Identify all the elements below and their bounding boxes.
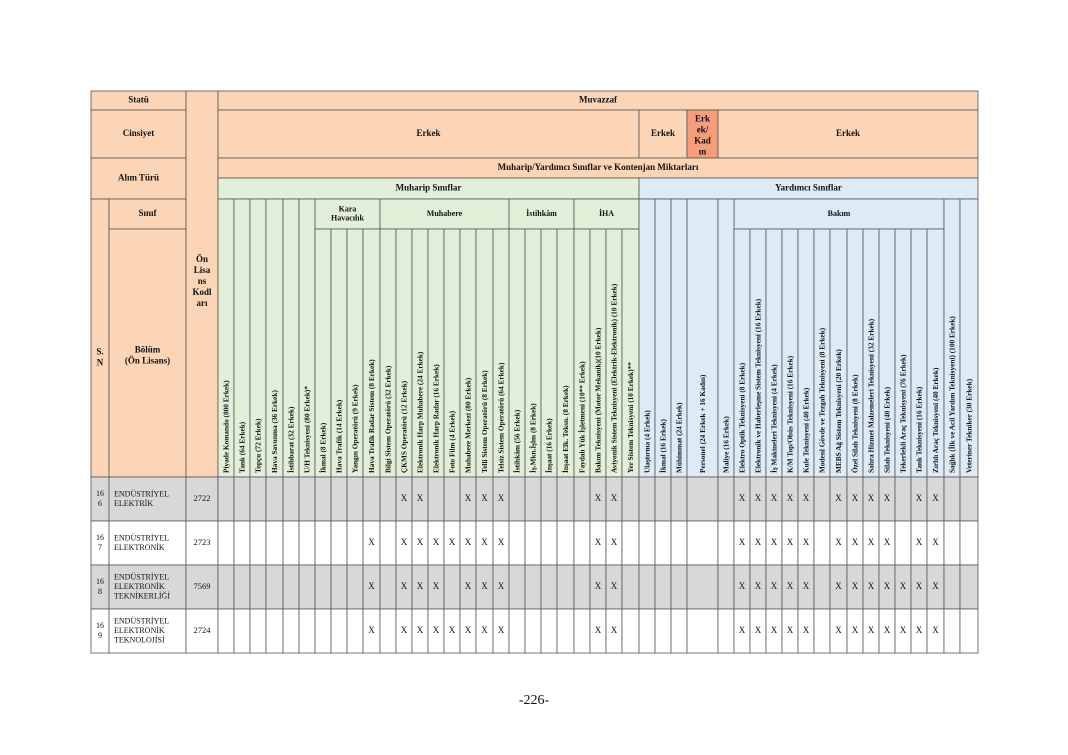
table-cell (557, 477, 574, 521)
column-header: MEBS Ağ Sistem Teknisyeni (20 Erkek) (834, 349, 844, 473)
table-cell (574, 609, 590, 653)
mark-x: X (594, 493, 602, 504)
table-cell (315, 521, 331, 565)
table-cell (315, 565, 331, 609)
row-kod: 7569 (193, 580, 211, 591)
mark-x: X (770, 493, 778, 504)
mark-x: X (400, 493, 408, 504)
cinsiyet-erkek: Erkek (835, 128, 861, 139)
group-label: Muhabere (426, 208, 463, 218)
table-cell (283, 521, 299, 565)
table-cell (622, 609, 639, 653)
mark-x: X (738, 581, 746, 592)
column-header: Muhabere Merkezi (80 Erkek) (463, 377, 473, 473)
mark-x: X (416, 581, 424, 592)
column-header: Kule Teknisyeni (40 Erkek) (801, 387, 811, 473)
row-bolum: ENDÜSTRİYEL ELEKTRONİK TEKNİKERLİĞİ (114, 572, 170, 601)
mark-x: X (416, 537, 424, 548)
column-header: Telsiz Sistem Operatörü (64 Erkek) (496, 362, 506, 473)
table-cell (687, 609, 718, 653)
table-cell (814, 609, 830, 653)
table-cell (234, 565, 250, 609)
statu-label: Statü (128, 94, 149, 105)
group-label: İstihkâm (526, 208, 557, 218)
cinsiyet-erkek-kadin: Erk ek/ Kad ın (694, 113, 711, 157)
column-header: Hava Savunma (36 Erkek) (270, 390, 280, 473)
mark-x: X (368, 581, 375, 592)
mark-x: X (464, 625, 472, 636)
cinsiyet-erkek: Erkek (416, 128, 441, 139)
table-cell (266, 477, 283, 521)
table-cell (299, 609, 315, 653)
column-header: Elektronik ve Haberleşme Sistem Teknisyeni (16 Erkek) (753, 298, 763, 473)
table-cell (509, 521, 525, 565)
table-cell (557, 609, 574, 653)
table-cell (639, 477, 655, 521)
table-cell (283, 609, 299, 653)
mark-x: X (915, 581, 923, 592)
mark-x: X (802, 581, 810, 592)
alim-turu-label: Alım Türü (117, 172, 160, 183)
mark-x: X (786, 581, 794, 592)
mark-x: X (432, 537, 440, 548)
mark-x: X (610, 537, 618, 548)
cinsiyet-erkek: Erkek (650, 128, 676, 139)
column-header: Zırhlı Araç Teknisyeni (40 Erkek) (931, 367, 941, 473)
mark-x: X (899, 625, 907, 636)
column-header: İkmal (16 Erkek) (658, 419, 668, 473)
mark-x: X (497, 581, 505, 592)
table-cell (541, 565, 557, 609)
row-kod: 2724 (193, 624, 211, 635)
table-cell (218, 477, 234, 521)
table-cell (250, 477, 266, 521)
mark-x: X (883, 625, 891, 636)
table-cell (960, 609, 978, 653)
mark-x: X (835, 625, 842, 636)
table-cell (234, 477, 250, 521)
row-kod: 2723 (193, 536, 211, 547)
column-header: İstihbarat (32 Erkek) (286, 406, 296, 473)
table-cell (331, 521, 347, 565)
table-cell (266, 609, 283, 653)
mark-x: X (481, 625, 488, 636)
column-header: İkmal (8 Erkek) (318, 422, 328, 473)
table-cell (622, 565, 639, 609)
mark-x: X (400, 581, 408, 592)
mark-x: X (610, 493, 618, 504)
column-header: İş Makineleri Teknisyeni (4 Erkek) (769, 364, 779, 473)
mark-x: X (738, 625, 746, 636)
sn-label: S. N (96, 346, 104, 368)
row-sn: 16 8 (96, 576, 104, 596)
table-cell (557, 521, 574, 565)
table-cell (525, 565, 541, 609)
bolum-label: Bölüm (Ön Lisans) (124, 344, 171, 366)
table-cell (380, 477, 396, 521)
table-cell (380, 521, 396, 565)
cinsiyet-label: Cinsiyet (122, 128, 155, 139)
table-cell (622, 521, 639, 565)
column-header: Veteriner Tekniker (30 Erkek) (964, 378, 974, 473)
mark-x: X (448, 625, 456, 636)
column-header: Maliye (16 Erkek) (721, 416, 731, 473)
column-header: Ulaştırma (4 Erkek) (642, 410, 652, 473)
mark-x: X (464, 581, 472, 592)
sn-label-cell (91, 199, 109, 477)
mark-x: X (835, 493, 842, 504)
column-header: Bakım Teknisyeni (Motor Mekanik)(10 Erkek) (593, 327, 603, 473)
mark-x: X (770, 581, 778, 592)
mark-x: X (416, 493, 424, 504)
table-cell (687, 565, 718, 609)
column-header: Yer Sistem Teknisyeni (10 Erkek)** (626, 362, 636, 473)
group-label: Kara Havacılık (331, 204, 364, 223)
mark-x: X (368, 625, 375, 636)
table-cell (574, 477, 590, 521)
column-header: İnşaat (16 Erkek) (544, 418, 554, 473)
table-cell (250, 609, 266, 653)
mark-x: X (802, 625, 810, 636)
column-header: Topçu (72 Erkek) (253, 418, 263, 473)
row-sn: 16 6 (96, 488, 104, 508)
column-header: Elektronik Harp Muhabere (24 Erkek) (415, 351, 425, 473)
table-cell (525, 609, 541, 653)
row-bolum: ENDÜSTRİYEL ELEKTRONİK TEKNOLOJİSİ (114, 616, 170, 645)
table-cell (895, 477, 911, 521)
mark-x: X (867, 581, 875, 592)
column-header: Tank Teknisyeni (16 Erkek) (914, 386, 924, 473)
table-cell (315, 477, 331, 521)
table-cell (718, 521, 734, 565)
mark-x: X (448, 537, 456, 548)
column-header: İstihkâm (56 Erkek) (512, 409, 522, 473)
alim-turu-value: Muharip/Yardımcı Sınıflar ve Kontenjan Miktarları (497, 162, 699, 173)
mark-x: X (400, 625, 408, 636)
table-cell (428, 477, 444, 521)
mark-x: X (899, 581, 907, 592)
table-cell (363, 477, 380, 521)
mark-x: X (883, 493, 891, 504)
column-header: ÇKMS Operatörü (12 Erkek) (399, 380, 409, 473)
mark-x: X (400, 537, 408, 548)
mark-x: X (610, 581, 618, 592)
table-cell (814, 521, 830, 565)
mark-x: X (754, 581, 762, 592)
table-cell (655, 477, 671, 521)
table-cell (380, 609, 396, 653)
column-header: Tank (64 Erkek) (237, 421, 247, 473)
column-header: Piyade Komando (800 Erkek) (221, 380, 231, 473)
mark-x: X (497, 537, 505, 548)
mark-x: X (416, 625, 424, 636)
table-cell (509, 565, 525, 609)
mark-x: X (497, 625, 505, 636)
table-cell (557, 565, 574, 609)
mark-x: X (932, 625, 939, 636)
mark-x: X (915, 493, 923, 504)
table-cell (299, 565, 315, 609)
row-kod: 2722 (193, 492, 211, 503)
mark-x: X (738, 493, 746, 504)
sinif-label: Sınıf (138, 208, 157, 219)
mark-x: X (432, 581, 440, 592)
yardimci-label: Yardımcı Sınıflar (775, 182, 842, 193)
mark-x: X (594, 625, 602, 636)
column-header: Elektro Optik Teknisyeni (8 Erkek) (737, 362, 747, 473)
mark-x: X (883, 581, 891, 592)
table-cell (283, 477, 299, 521)
mark-x: X (851, 493, 859, 504)
mark-x: X (932, 493, 939, 504)
column-header: Faydalı Yük İşletmeni (10** Erkek) (577, 361, 587, 473)
table-cell (718, 565, 734, 609)
table-cell (541, 477, 557, 521)
table-cell (671, 565, 687, 609)
table-cell (331, 477, 347, 521)
mark-x: X (738, 537, 746, 548)
row-bolum: ENDÜSTRİYEL ELEKTRONİK (114, 533, 170, 552)
column-header: Silah Teknisyeni (40 Erkek) (882, 386, 892, 473)
mark-x: X (497, 493, 505, 504)
mark-x: X (932, 537, 939, 548)
table-cell (444, 477, 460, 521)
table-cell (283, 565, 299, 609)
mark-x: X (754, 537, 762, 548)
mark-x: X (754, 493, 762, 504)
page-number: -226- (518, 693, 550, 708)
table-cell (234, 609, 250, 653)
statu-value: Muvazzaf (579, 94, 617, 105)
column-header: Aviyonik Sistem Teknisyeni (Elektrik-Elektronik) (10 Erkek) (609, 283, 619, 473)
mark-x: X (851, 581, 859, 592)
mark-x: X (368, 537, 375, 548)
column-header: Hava Trafik (14 Erkek) (334, 399, 344, 473)
table-cell (671, 477, 687, 521)
mark-x: X (481, 493, 488, 504)
table-cell (347, 477, 363, 521)
table-cell (266, 521, 283, 565)
column-header: Foto Film (4 Erkek) (447, 410, 457, 473)
table-cell (944, 477, 960, 521)
table-cell (347, 609, 363, 653)
mark-x: X (786, 537, 794, 548)
table-cell (960, 565, 978, 609)
column-header: Sağlık (İlk ve Acil Yardım Teknisyeni) (100 Erkek) (947, 316, 957, 473)
column-header: K/M Top/Obüs Teknisyeni (16 Erkek) (785, 355, 795, 473)
table-cell (960, 477, 978, 521)
mark-x: X (915, 537, 923, 548)
table-cell (250, 521, 266, 565)
row-sn: 16 7 (96, 532, 104, 552)
column-header: Telli Sistem Operatörü (8 Erkek) (480, 370, 490, 473)
mark-x: X (835, 537, 842, 548)
table-cell (525, 521, 541, 565)
mark-x: X (481, 581, 488, 592)
column-header: Yangın Operatörü (9 Erkek) (350, 384, 360, 473)
column-header: Bilgi Sistem Operatörü (32 Erkek) (383, 365, 393, 473)
table-cell (960, 521, 978, 565)
column-header: U/H Teknisyeni (80 Erkek)* (302, 386, 312, 473)
row-bolum: ENDÜSTRİYEL ELEKTRİK (114, 489, 170, 508)
mark-x: X (754, 625, 762, 636)
mark-x: X (932, 581, 939, 592)
mark-x: X (464, 537, 472, 548)
table-cell (718, 477, 734, 521)
column-header: Özel Silah Teknisyeni (8 Erkek) (850, 374, 860, 473)
table-cell (574, 565, 590, 609)
mark-x: X (867, 625, 875, 636)
column-header: Sahra Hizmet Malzemeleri Teknisyeni (32 Erkek) (866, 318, 876, 473)
table-cell (509, 609, 525, 653)
group-label: Bakım (827, 208, 851, 218)
table-cell (541, 521, 557, 565)
table-cell (541, 609, 557, 653)
column-header: Personel (24 Erkek + 16 Kadın) (698, 374, 708, 473)
table-cell (218, 609, 234, 653)
table-cell (814, 477, 830, 521)
mark-x: X (481, 537, 488, 548)
table-cell (218, 565, 234, 609)
table-cell (671, 521, 687, 565)
column-header: Hava Trafik Radar Sistem (8 Erkek) (367, 359, 377, 473)
mark-x: X (770, 625, 778, 636)
table-cell (234, 521, 250, 565)
table-cell (944, 609, 960, 653)
column-header: İnşaat Elk. Teksn. (8 Erkek) (561, 385, 571, 473)
table-cell (639, 521, 655, 565)
table-cell (509, 477, 525, 521)
column-header: Tekerlekli Araç Teknisyeni (76 Erkek) (898, 354, 908, 473)
on-lisans-label: Ön Lisa ns Kodl arı (192, 254, 212, 309)
table-cell (266, 565, 283, 609)
table-cell (299, 477, 315, 521)
table-cell (331, 609, 347, 653)
mark-x: X (464, 493, 472, 504)
mark-x: X (770, 537, 778, 548)
table-cell (655, 565, 671, 609)
mark-x: X (915, 625, 923, 636)
mark-x: X (867, 493, 875, 504)
table-cell (639, 565, 655, 609)
table-cell (315, 609, 331, 653)
table-cell (574, 521, 590, 565)
table-cell (380, 565, 396, 609)
column-header: Modenl Gövde ve Tezgah Teknisyeni (8 Erkek) (817, 327, 827, 473)
table-cell (525, 477, 541, 521)
table-cell (671, 609, 687, 653)
table-cell (639, 609, 655, 653)
column-header: Elektronik Harp Radar (16 Erkek) (431, 364, 441, 473)
mark-x: X (802, 537, 810, 548)
column-header: İş.Mkn.İşlm (8 Erkek) (528, 403, 538, 473)
mark-x: X (432, 625, 440, 636)
mark-x: X (851, 625, 859, 636)
table-cell (655, 521, 671, 565)
muharip-label: Muharip Sınıflar (395, 182, 462, 193)
table-cell (444, 565, 460, 609)
table-cell (944, 565, 960, 609)
table-cell (655, 609, 671, 653)
mark-x: X (594, 581, 602, 592)
table-cell (944, 521, 960, 565)
mark-x: X (851, 537, 859, 548)
row-sn: 16 9 (96, 620, 104, 640)
mark-x: X (883, 537, 891, 548)
mark-x: X (802, 493, 810, 504)
table-cell (895, 521, 911, 565)
table-cell (814, 565, 830, 609)
table-cell (250, 565, 266, 609)
table-cell (687, 477, 718, 521)
group-label: İHA (598, 208, 615, 218)
mark-x: X (867, 537, 875, 548)
table-cell (347, 521, 363, 565)
column-header: Mühimmat (24 Erkek) (674, 402, 684, 473)
mark-x: X (610, 625, 618, 636)
mark-x: X (786, 493, 794, 504)
mark-x: X (835, 581, 842, 592)
mark-x: X (786, 625, 794, 636)
table-cell (218, 521, 234, 565)
table-cell (718, 609, 734, 653)
table-cell (347, 565, 363, 609)
mark-x: X (594, 537, 602, 548)
table-cell (299, 521, 315, 565)
table-cell (687, 521, 718, 565)
table-cell (331, 565, 347, 609)
table-cell (622, 477, 639, 521)
